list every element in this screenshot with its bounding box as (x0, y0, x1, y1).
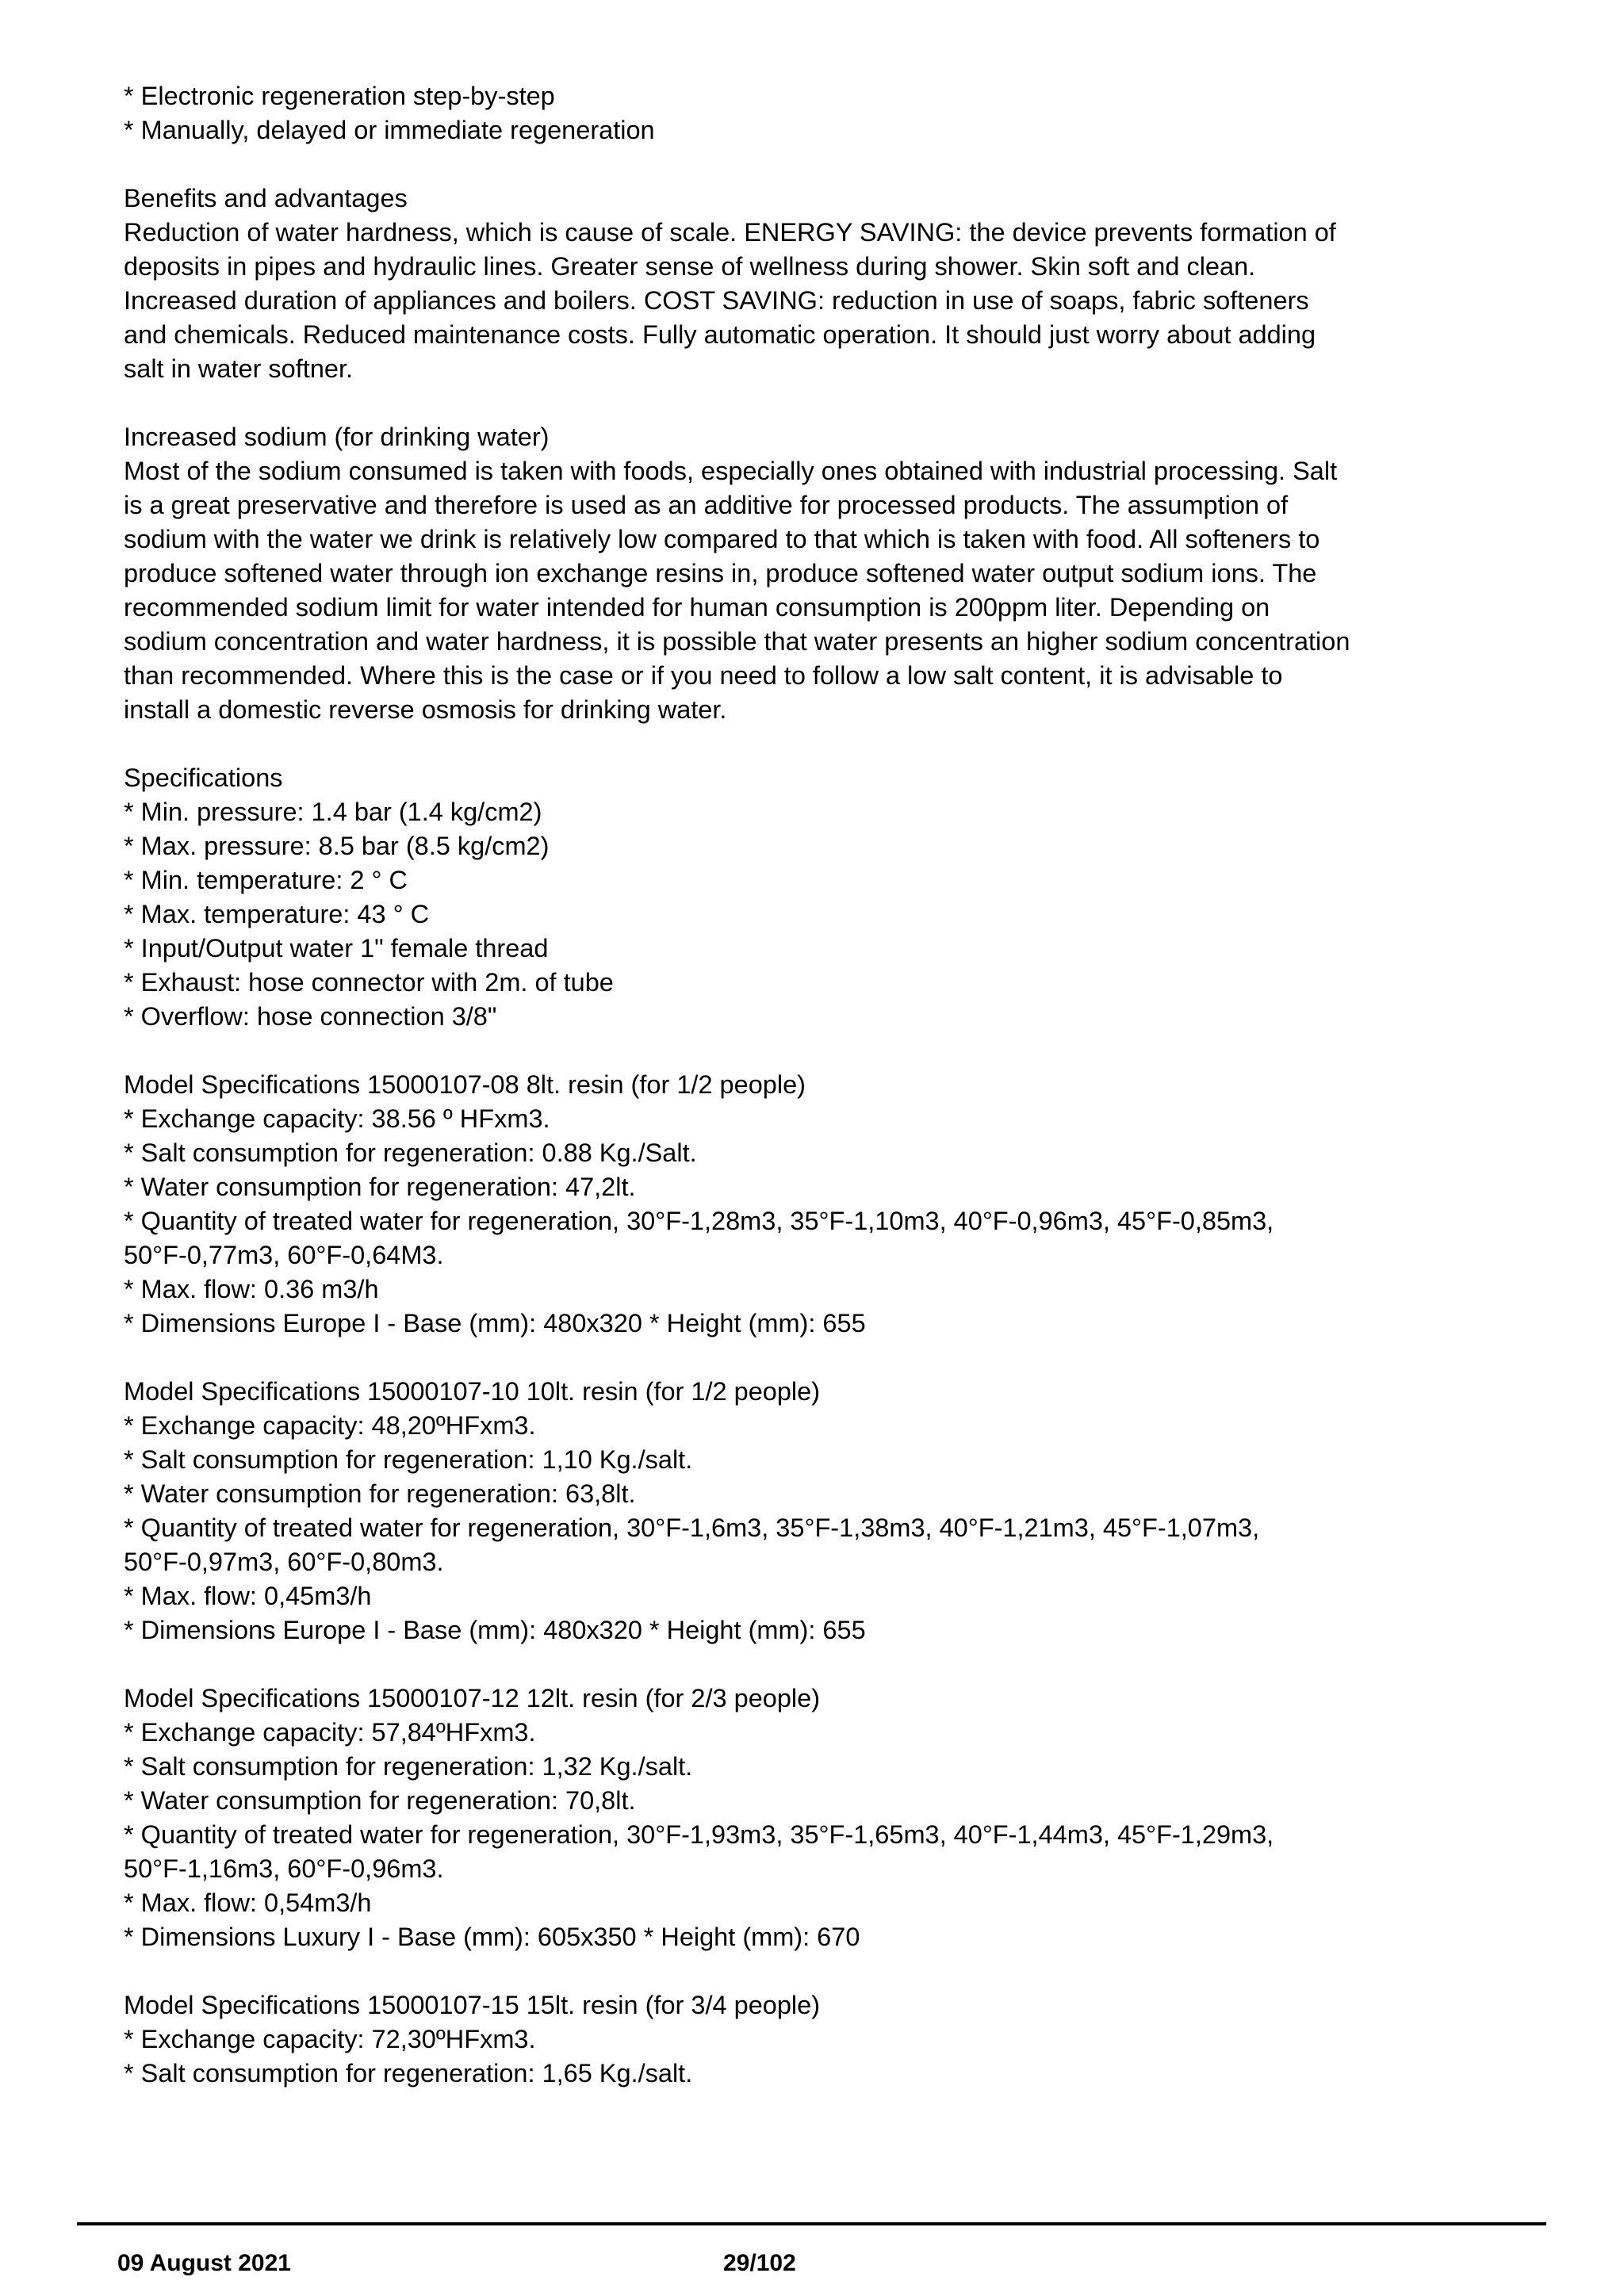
paragraph-line: salt in water softner. (124, 354, 354, 383)
intro-list (124, 79, 1472, 147)
paragraph-gap (124, 1341, 1472, 1375)
list-item: * Max. temperature: 43 ° C (124, 900, 430, 928)
page-body (124, 79, 1472, 2091)
paragraph-line: sodium with the water we drink is relatively low compared to that which is taken with food. All softeners to (124, 525, 1320, 553)
list-item: * Water consumption for regeneration: 70,8lt. (124, 1786, 636, 1815)
list-item: * Exhaust: hose connector with 2m. of tube (124, 968, 614, 997)
paragraph-gap (124, 1954, 1472, 1988)
paragraph-line: Reduction of water hardness, which is cause of scale. ENERGY SAVING: the device prevents formation of (124, 218, 1336, 247)
paragraph-gap (124, 727, 1472, 761)
section-heading: Model Specifications 15000107-15 15lt. resin (for 3/4 people) (124, 1991, 821, 2019)
list-item: * Min. pressure: 1.4 bar (1.4 kg/cm2) (124, 798, 542, 826)
paragraph-line: than recommended. Where this is the case or if you need to follow a low salt content, it is advisable to (124, 661, 1283, 690)
footer-date: 09 August 2021 (117, 2250, 291, 2276)
paragraph-line: sodium concentration and water hardness, it is possible that water presents an higher sodium concentration (124, 627, 1350, 656)
list-item: 50°F-1,16m3, 60°F-0,96m3. (124, 1854, 444, 1883)
paragraph-gap (124, 1034, 1472, 1068)
list-item: * Max. flow: 0.36 m3/h (124, 1275, 379, 1303)
list-item: * Water consumption for regeneration: 63,8lt. (124, 1479, 636, 1508)
list-item: * Exchange capacity: 48,20ºHFxm3. (124, 1411, 536, 1440)
list-item: * Salt consumption for regeneration: 0.88 Kg./Salt. (124, 1138, 697, 1167)
list-item: * Salt consumption for regeneration: 1,32 Kg./salt. (124, 1752, 693, 1781)
model-08-section (124, 1068, 1472, 1341)
footer-divider (77, 2222, 1546, 2225)
list-item: * Overflow: hose connection 3/8" (124, 1002, 497, 1031)
list-item: 50°F-0,97m3, 60°F-0,80m3. (124, 1548, 444, 1576)
list-item: * Max. pressure: 8.5 bar (8.5 kg/cm2) (124, 832, 550, 860)
list-item: * Exchange capacity: 38.56 º HFxm3. (124, 1104, 550, 1133)
paragraph-line: install a domestic reverse osmosis for drinking water. (124, 695, 727, 724)
section-heading: Model Specifications 15000107-10 10lt. resin (for 1/2 people) (124, 1377, 821, 1406)
list-item: * Max. flow: 0,54m3/h (124, 1888, 372, 1917)
paragraph-gap (124, 386, 1472, 420)
section-heading: Model Specifications 15000107-08 8lt. resin (for 1/2 people) (124, 1070, 806, 1099)
benefits-section (124, 182, 1472, 386)
section-heading: Model Specifications 15000107-12 12lt. resin (for 2/3 people) (124, 1684, 821, 1712)
list-item: * Exchange capacity: 57,84ºHFxm3. (124, 1718, 536, 1747)
list-item: * Dimensions Europe I - Base (mm): 480x320 * Height (mm): 655 (124, 1616, 866, 1644)
list-item: * Water consumption for regeneration: 47,2lt. (124, 1173, 636, 1201)
list-item: * Salt consumption for regeneration: 1,65 Kg./salt. (124, 2059, 693, 2087)
paragraph-line: Increased duration of appliances and boilers. COST SAVING: reduction in use of soaps, fabric softeners (124, 286, 1309, 315)
list-item: * Quantity of treated water for regeneration, 30°F-1,6m3, 35°F-1,38m3, 40°F-1,21m3, 45°F-1,07m3, (124, 1513, 1260, 1542)
list-item: * Exchange capacity: 72,30ºHFxm3. (124, 2025, 536, 2053)
list-item: * Dimensions Europe I - Base (mm): 480x320 * Height (mm): 655 (124, 1309, 866, 1337)
list-item: * Quantity of treated water for regeneration, 30°F-1,93m3, 35°F-1,65m3, 40°F-1,44m3, 45°F-1,29m3, (124, 1820, 1274, 1849)
section-heading: Benefits and advantages (124, 184, 408, 212)
list-item: 50°F-0,77m3, 60°F-0,64M3. (124, 1241, 444, 1269)
paragraph-line: Most of the sodium consumed is taken with foods, especially ones obtained with industrial processing. Salt (124, 457, 1338, 485)
list-item: * Max. flow: 0,45m3/h (124, 1582, 372, 1610)
paragraph-gap (124, 1647, 1472, 1682)
model-15-section (124, 1988, 1472, 2091)
model-10-section (124, 1375, 1472, 1647)
page-number: 29/102 (723, 2250, 796, 2276)
list-item: * Quantity of treated water for regeneration, 30°F-1,28m3, 35°F-1,10m3, 40°F-0,96m3, 45°F-0,85m3, (124, 1207, 1274, 1235)
list-item: * Electronic regeneration step-by-step (124, 82, 555, 110)
section-heading: Specifications (124, 763, 283, 792)
list-item: * Manually, delayed or immediate regeneration (124, 116, 655, 144)
list-item: * Input/Output water 1" female thread (124, 934, 549, 962)
paragraph-line: and chemicals. Reduced maintenance costs. Fully automatic operation. It should just worry about adding (124, 320, 1316, 349)
paragraph-line: deposits in pipes and hydraulic lines. Greater sense of wellness during shower. Skin soft and clean. (124, 252, 1256, 281)
model-12-section (124, 1682, 1472, 1954)
paragraph-line: produce softened water through ion exchange resins in, produce softened water output sodium ions. The (124, 559, 1317, 587)
paragraph-line: recommended sodium limit for water intended for human consumption is 200ppm liter. Depending on (124, 593, 1270, 622)
list-item: * Salt consumption for regeneration: 1,10 Kg./salt. (124, 1445, 693, 1474)
section-heading: Increased sodium (for drinking water) (124, 423, 550, 451)
paragraph-gap (124, 147, 1472, 182)
paragraph-line: is a great preservative and therefore is used as an additive for processed products. The assumption of (124, 491, 1289, 519)
list-item: * Min. temperature: 2 ° C (124, 866, 408, 894)
list-item: * Dimensions Luxury I - Base (mm): 605x350 * Height (mm): 670 (124, 1923, 860, 1951)
sodium-section (124, 420, 1472, 727)
specifications-section (124, 761, 1472, 1034)
